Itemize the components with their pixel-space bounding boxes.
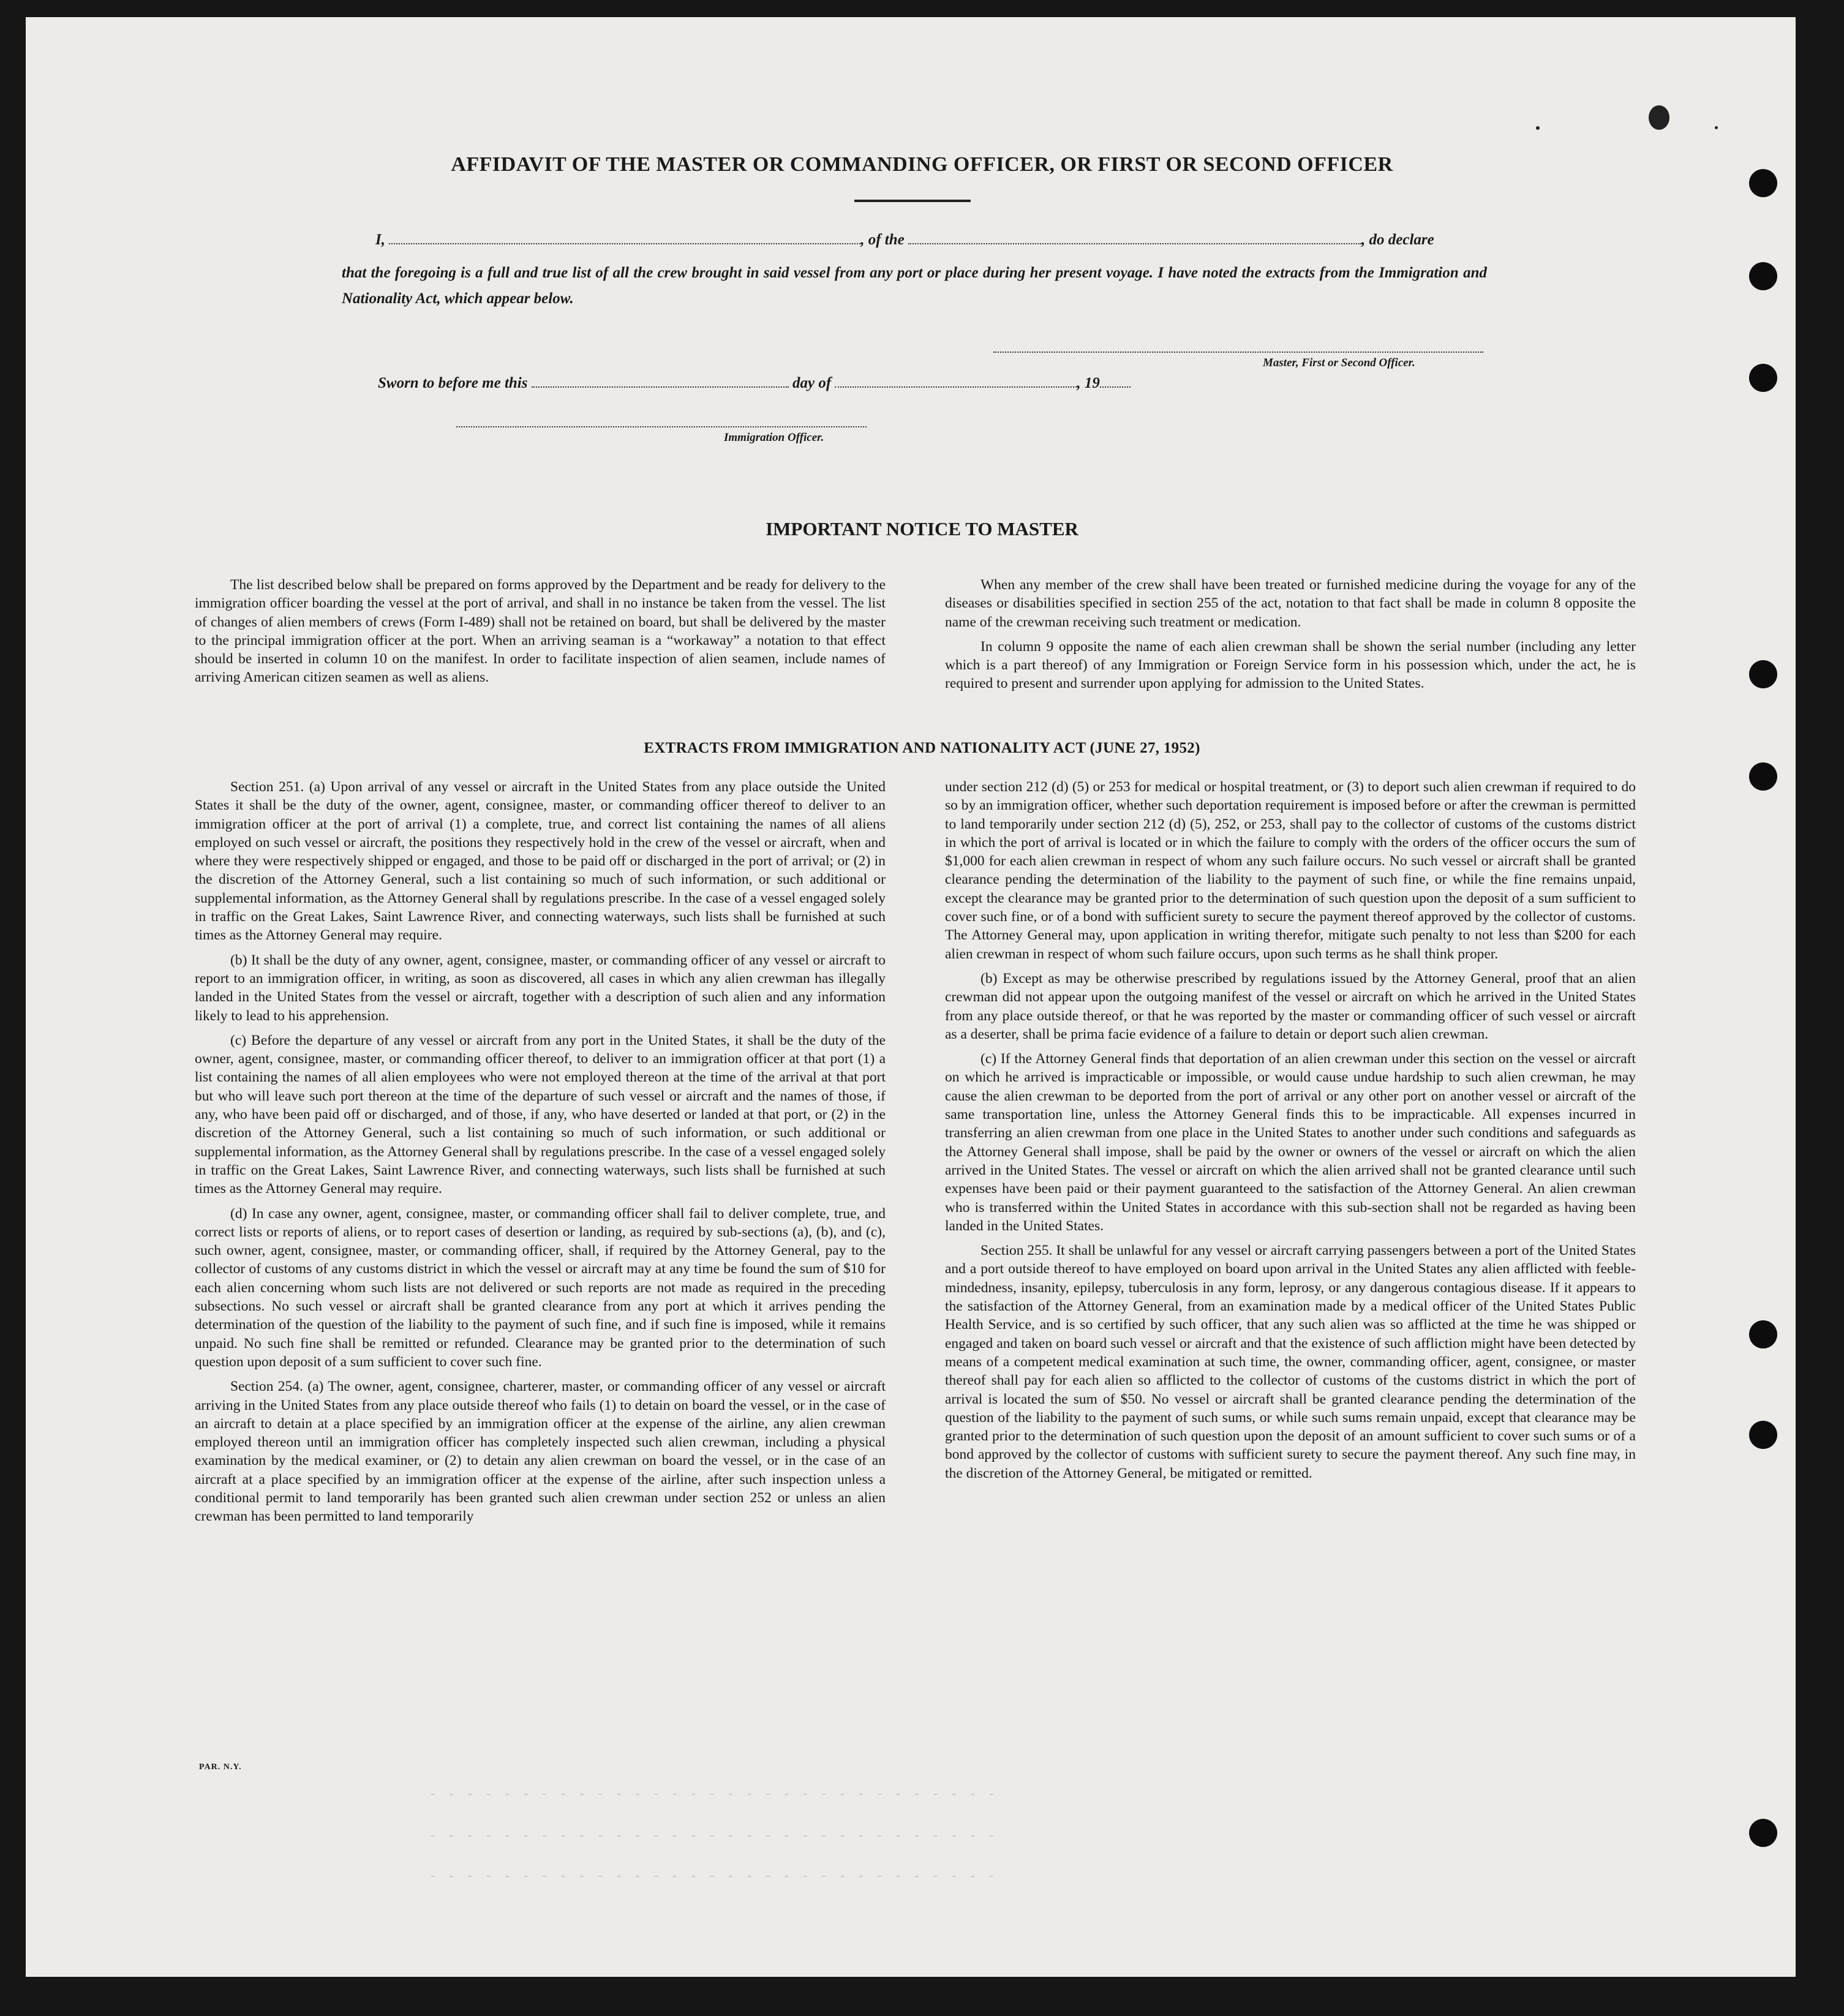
notice-paragraph: The list described below shall be prepared on forms approved by the Department and be ready for delivery to the immigration officer boarding the vessel at the port of arrival, and shall in no instance be taken from the vessel. The list of changes of alien members of crews (Form I-489) shall not be retained on board, but shall be delivered by the master to the principal immigration officer at the port. When an arriving seaman is a “workaway” a notation to that effect should be inserted in column 10 on the manifest. In order to facilitate inspection of alien seamen, include names of arriving American citizen seamen as well as aliens. bbox=[195, 577, 886, 686]
ink-speck bbox=[1536, 126, 1540, 130]
declarant-prefix: I, bbox=[375, 231, 385, 248]
printer-mark: PAR. N.Y. bbox=[199, 1762, 242, 1772]
bleed-through: - - - - - - - - - - - - - - - - - - - - - - - - - - - - - - - bbox=[429, 1787, 997, 1802]
ink-speck bbox=[1649, 105, 1669, 130]
immigration-officer-label: Immigration Officer. bbox=[724, 431, 824, 444]
declare-suffix: , do declare bbox=[1361, 231, 1434, 248]
sworn-day-field[interactable] bbox=[532, 375, 789, 388]
sworn-year-prefix: , 19 bbox=[1077, 375, 1100, 391]
section-251a: Section 251. (a) Upon arrival of any vessel or aircraft in the United States from any place outside the United States it shall be the duty of the owner, agent, consignee, master, or commanding officer thereof to deliver to an immigration officer at the port of arrival (1) a complete, true, and correct list containing the names of all aliens employed on such vessel or aircraft, the positions they respectively hold in the crew of the vessel or aircraft, when and where they were respectively shipped or engaged, and those to be paid off or discharged in the port of arrival; or (2) in the discretion of the Attorney General, such a list containing so much of such information, or such additional or supplemental information, as the Attorney General shall by regulations prescribe. In the case of a vessel engaged solely in traffic on the Great Lakes, Saint Lawrence River, and connecting waterways, such lists shall be furnished at such times as the Attorney General may require. bbox=[195, 779, 886, 944]
punch-hole bbox=[1749, 1320, 1777, 1348]
sworn-month-field[interactable] bbox=[835, 375, 1077, 388]
section-251c: (c) Before the departure of any vessel or aircraft from any port in the United States, it shall be the duty of the owner, agent, consignee, master, or commanding officer thereof, to deliver to an immigration officer at that port (1) a list containing the names of all alien employees who were not employed thereon at the time of the arrival at that port but who will leave such port thereon at the time of the departure of such vessel or aircraft and the names of those, if any, who have been paid off or discharged, and of those, if any, who have deserted or landed at that port, or (2) in the discretion of the Attorney General, such a list containing so much of such information, or such additional or supplemental information, as the Attorney General shall by regulations prescribe. In the case of a vessel engaged solely in traffic on the Great Lakes, Saint Lawrence River, and connecting waterways, such lists shall be furnished at such times as the Attorney General may require. bbox=[195, 1032, 886, 1197]
extracts-left-column bbox=[195, 778, 886, 1758]
master-signature-field[interactable] bbox=[993, 352, 1483, 353]
punch-hole bbox=[1749, 1421, 1777, 1449]
section-255: Section 255. It shall be unlawful for any vessel or aircraft carrying passengers between a port of the United States and a port outside thereof to have employed on board upon arrival in the United States any alien afflicted with feeble-mindedness, insanity, epilepsy, tuberculosis in any form, leprosy, or any dangerous contagious disease. If it appears to the satisfaction of the Attorney General, from an examination made by a medical officer of the United States Public Health Service, and is so certified by such officer, that any such alien was so afflicted at the time he was shipped or engaged and taken on board such vessel or aircraft and that the existence of such affliction might have been detected by means of a competent medical examination at such time, the owner, commanding officer, agent, consignee, or master thereof shall pay for each alien so afflicted to the collector of customs of the customs district in which the port of arrival is located the sum of $50. No vessel or aircraft shall be granted clearance pending the determination of the question of the liability to the payment of such sums, or while such sums remain unpaid, except that clearance may be granted prior to the determination of such question upon the deposit of an amount sufficient to cover such sums or of a bond approved by the collector of customs with sufficient surety to secure the payment thereof. Any such fine may, in the discretion of the Attorney General, be mitigated or remitted. bbox=[945, 1243, 1636, 1481]
sworn-line bbox=[378, 375, 1131, 392]
notice-paragraph: In column 9 opposite the name of each alien crewman shall be shown the serial number (including any letter which is a part thereof) of any Immigration or Foreign Service form in his possession which, under the act, he is required to present and surrender upon applying for admission to the United States. bbox=[945, 638, 1636, 692]
punch-hole bbox=[1749, 762, 1777, 791]
sworn-day-of: day of bbox=[792, 375, 832, 391]
sworn-prefix: Sworn to before me this bbox=[378, 375, 528, 391]
punch-hole bbox=[1749, 364, 1777, 392]
section-251b: (b) It shall be the duty of any owner, agent, consignee, master, or commanding officer of any vessel or aircraft to report to an immigration officer, in writing, as soon as discovered, all cases in which any alien crewman has illegally landed in the United States from the vessel or aircraft, together with a description of such alien and any information likely to lead to his apprehension. bbox=[195, 952, 886, 1024]
declaration-text: that the foregoing is a full and true list of all the crew brought in said vessel from any port or place during her present voyage. I have noted the extracts from the Immigration and Nationality Act, which appear below. bbox=[342, 265, 1487, 307]
declarant-line bbox=[375, 231, 1434, 249]
section-254a-continued: under section 212 (d) (5) or 253 for medical or hospital treatment, or (3) to deport such alien crewman if required to do so by an immigration officer, whether such deportation requirement is imposed before or after the crewman is permitted to land temporarily under section 212 (d) (5), 252, or 253, shall pay to the collector of customs of the customs district in which the port of arrival is located or in which the failure to comply with the orders of the officer occurs the sum of $1,000 for each alien crewman in respect of whom any such failure occurs. No such vessel or aircraft shall be granted clearance pending the determination of the liability to the payment of such fine, or while the fine remains unpaid, except the clearance may be granted prior to the determination of such question upon the deposit of a sum sufficient to cover such fine, or of a bond with sufficient surety to secure the payment thereof approved by the collector of customs. The Attorney General may, upon application in writing therefor, mitigate such penalty to not less than $200 for each alien crewman in respect of whom such failure occurs, upon such terms as he shall think proper. bbox=[945, 779, 1636, 962]
punch-hole bbox=[1749, 1819, 1777, 1847]
vessel-name-field[interactable] bbox=[908, 232, 1361, 244]
notice-right-column bbox=[945, 576, 1636, 730]
title-underline bbox=[854, 200, 971, 202]
extracts-title: EXTRACTS FROM IMMIGRATION AND NATIONALITY ACT (JUNE 27, 1952) bbox=[644, 740, 1200, 756]
notice-left-column bbox=[195, 576, 886, 729]
master-signature-label: Master, First or Second Officer. bbox=[1263, 356, 1415, 369]
bleed-through: - - - - - - - - - - - - - - - - - - - - - - - - - - - - - - - bbox=[429, 1829, 997, 1844]
section-254c: (c) If the Attorney General finds that deportation of an alien crewman under this section on the vessel or aircraft on which he arrived is impracticable or impossible, or would cause undue hardship to such alien crewman, he may cause the alien crewman to be deported from the port of arrival or any other port on another vessel or aircraft of the same transportation line, unless the Attorney General finds this to be impracticable. All expenses incurred in transferring an alien crewman from one place in the United States to another under such conditions and safeguards as the Attorney General shall impose, shall be paid by the owner or owners of the vessel or aircraft on which the alien arrived in the United States. The vessel or aircraft on which the alien arrived shall not be granted clearance until such expenses have been paid or their payment guaranteed to the satisfaction of the Attorney General. An alien crewman who is transferred within the United States in accordance with this sub-section shall not be regarded as having been landed in the United States. bbox=[945, 1051, 1636, 1234]
punch-hole bbox=[1749, 660, 1777, 688]
officer-name-field[interactable] bbox=[389, 232, 860, 244]
ink-speck bbox=[1715, 126, 1718, 129]
notice-paragraph: When any member of the crew shall have been treated or furnished medicine during the voyage for any of the diseases or disabilities specified in section 255 of the act, notation to that fact shall be made in column 8 opposite the name of the crewman receiving such treatment or medication. bbox=[945, 577, 1636, 630]
punch-hole bbox=[1749, 262, 1777, 290]
extracts-right-column bbox=[945, 778, 1636, 1758]
section-251d: (d) In case any owner, agent, consignee, master, or commanding officer shall fail to deliver complete, true, and correct lists or reports of aliens, or to report cases of desertion or landing, as required by sub-sections (a), (b), and (c), such owner, agent, consignee, master, or commanding officer, shall, if required by the Attorney General, pay to the collector of customs of any customs district in which the vessel or aircraft may at any time be found the sum of $10 for each alien concerning whom such lists are not delivered or such reports are not made as required in the preceding subsections. No such vessel or aircraft shall be granted clearance from any port at which it arrives pending the determination of the question of the liability to the payment of such fine, and if such fine is imposed, while it remains unpaid. No such fine shall be remitted or refunded. Clearance may be granted prior to the determination of such question upon deposit of a sum sufficient to cover such fine. bbox=[195, 1205, 886, 1370]
sworn-year-field[interactable] bbox=[1100, 375, 1131, 388]
affidavit-title: AFFIDAVIT OF THE MASTER OR COMMANDING OFFICER, OR FIRST OR SECOND OFFICER bbox=[451, 153, 1393, 176]
section-254a: Section 254. (a) The owner, agent, consignee, charterer, master, or commanding officer of any vessel or aircraft arriving in the United States from any place outside thereof who fails (1) to detain on board the vessel, or in the case of an aircraft to detain at a place specified by an immigration officer at the expense of the airline, any alien crewman employed thereon until an immigration officer has completely inspected such alien crewman, including a physical examination by the medical examiner, or (2) to detain any alien crewman on board the vessel, or in the case of an aircraft at a place specified by an immigration officer at the expense of the airline, after such inspection unless a conditional permit to land temporarily has been granted such alien crewman under section 252 or unless an alien crewman has been permitted to land temporarily bbox=[195, 1378, 886, 1525]
bleed-through: - - - - - - - - - - - - - - - - - - - - - - - - - - - - - - - bbox=[429, 1869, 997, 1884]
immigration-officer-signature-field[interactable] bbox=[456, 426, 867, 427]
section-254b: (b) Except as may be otherwise prescribed by regulations issued by the Attorney General, proof that an alien crewman did not appear upon the outgoing manifest of the vessel or aircraft on which he arrived in the United States from any place outside thereof, or that he was reported by the master or commanding officer of such vessel or aircraft as a deserter, shall be prima facie evidence of a failure to detain or deport such alien crewman. bbox=[945, 970, 1636, 1042]
vessel-prefix: , of the bbox=[860, 231, 905, 248]
notice-title: IMPORTANT NOTICE TO MASTER bbox=[766, 518, 1078, 540]
